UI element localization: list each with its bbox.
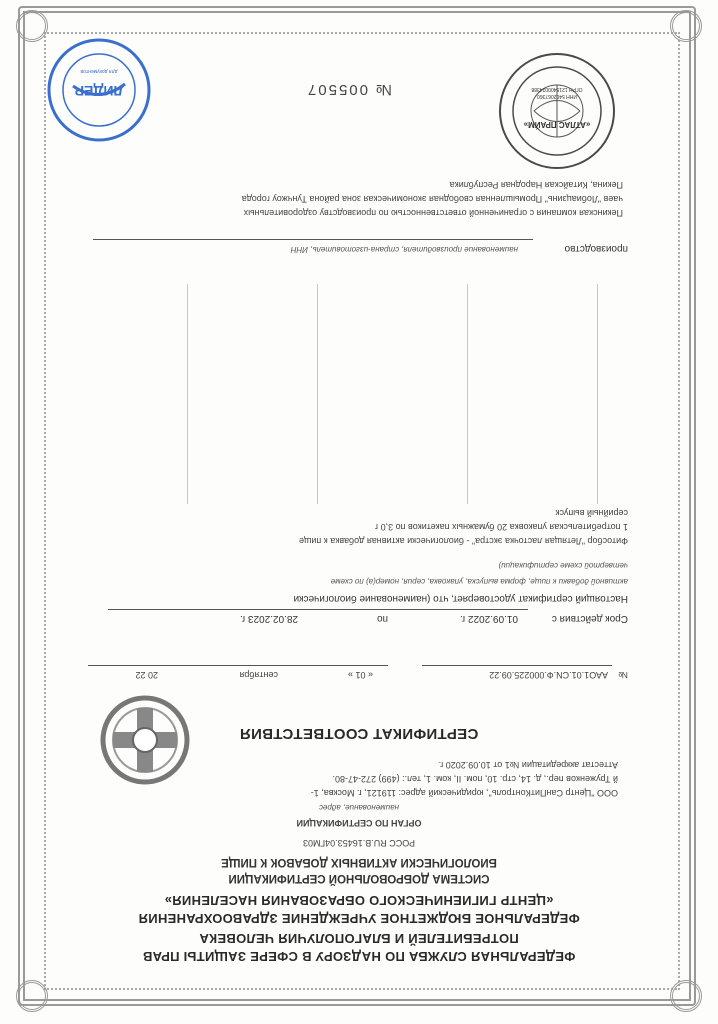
corner-rosette	[16, 10, 48, 42]
organ-caption: наименование, адрес	[319, 803, 399, 812]
organ-accreditation: Аттестат аккредитации №1 от 10.09.2020 г.	[438, 760, 618, 770]
header-line-3: ФЕДЕРАЛЬНОЕ БЮДЖЕТНОЕ УЧРЕЖДЕНИЕ ЗДРАВООХРАНЕНИЯ	[138, 911, 580, 926]
validity-from: 01.09.2022 г.	[459, 613, 518, 624]
svg-text:«АТЛАС ПРАЙМ»: «АТЛАС ПРАЙМ»	[523, 120, 591, 129]
faded-rule	[597, 284, 598, 504]
certificate-month: сентября	[239, 670, 278, 680]
system-line-2: БИОЛОГИЧЕСКИ АКТИВНЫХ ДОБАВОК К ПИЩЕ	[221, 856, 497, 868]
organ-address-line-2: й Труженков пер., д. 14, стр. 10, пом. II, ком. 1, тел.: (499) 272-47-80.	[332, 774, 618, 784]
header-line-4: «ЦЕНТР ГИГИЕНИЧЕСКОГО ОБРАЗОВАНИЯ НАСЕЛЕНИЯ»	[164, 893, 554, 908]
producer-line-3: Пекина, Китайская Народная Республика	[449, 180, 623, 190]
certificate-title: СЕРТИФИКАТ СООТВЕТСТВИЯ	[239, 725, 479, 742]
serial-prefix: №	[373, 81, 392, 98]
faded-rule	[467, 284, 468, 504]
certificate-year: 20 22	[135, 670, 158, 680]
svg-text:ИНН 5402067360: ИНН 5402067360	[536, 93, 578, 99]
producer-line-1: Пекинская компания с ограниченной ответственностью по производству оздоровительных	[243, 208, 623, 218]
faded-rule	[317, 284, 318, 504]
producer-label: производство	[564, 243, 628, 254]
date-underline	[88, 665, 388, 666]
validity-to-label: по	[377, 613, 388, 624]
svg-text:для документов: для документов	[80, 68, 118, 74]
validity-label: Срок действия с	[551, 613, 628, 624]
producer-caption: наименование производителя, страна-изготовитель, ИНН	[290, 245, 518, 254]
number-underline	[422, 665, 612, 666]
statement-line-1: Настоящий сертификат удостоверяет, что (наименование биологически	[293, 593, 628, 604]
producer-underline	[93, 239, 533, 240]
organ-title: ОРГАН ПО СЕРТИФИКАЦИИ	[296, 818, 422, 828]
system-reg-number: РОСС RU.В.16453.04ГМ03	[302, 838, 416, 848]
corner-rosette	[670, 980, 702, 1012]
header-line-1: ФЕДЕРАЛЬНАЯ СЛУЖБА ПО НАДЗОРУ В СФЕРЕ ЗАЩИТЫ ПРАВ	[142, 949, 576, 964]
certificate-number: ААО1.01.CN.Ф.000225.09.22	[489, 670, 608, 680]
system-line-1: СИСТЕМА ДОБРОВОЛЬНОЙ СЕРТИФИКАЦИИ	[228, 872, 490, 884]
certificate-no-label: №	[618, 670, 628, 680]
header-line-2: ПОТРЕБИТЕЛЕЙ И БЛАГОПОЛУЧИЯ ЧЕЛОВЕКА	[199, 931, 519, 946]
corner-rosette	[670, 10, 702, 42]
lider-blue-stamp	[45, 36, 153, 144]
faded-rule	[187, 284, 188, 504]
organ-address-line-1: ООО "Центр СанПитКонтроль", юридический адрес: 119121, г. Москва, 1-	[310, 788, 618, 798]
certificate-day: « 01 »	[347, 670, 373, 680]
statement-line-3: четвертой схеме сертификации)	[498, 561, 628, 570]
atlas-prime-stamp	[496, 50, 618, 172]
validity-to: 28.02.2023 г.	[239, 613, 298, 624]
product-packaging: 1 потребительская упаковка 20 бумажных пакетиков по 3,0 г	[374, 522, 628, 532]
svg-text:ЛИДЕР: ЛИДЕР	[74, 83, 124, 99]
serial-number: 005507	[305, 81, 368, 98]
statement-line-2: активной добавки к пище, форма выпуска, упаковка, серия, номер(а) по схеме	[330, 577, 628, 586]
product-release: серийный выпуск	[555, 508, 628, 518]
corner-rosette	[16, 980, 48, 1012]
validity-underline	[108, 609, 528, 610]
producer-line-2: чаев "Лобиацзинь" Промышленная свободная экономическая зона района Тунчжоу города	[241, 194, 623, 204]
svg-text:ОГРН 1215400024388: ОГРН 1215400024388	[531, 86, 583, 92]
product-name: Фитосбор "Летящая ласточка экстра" - биологически активная добавка к пище	[299, 536, 628, 546]
